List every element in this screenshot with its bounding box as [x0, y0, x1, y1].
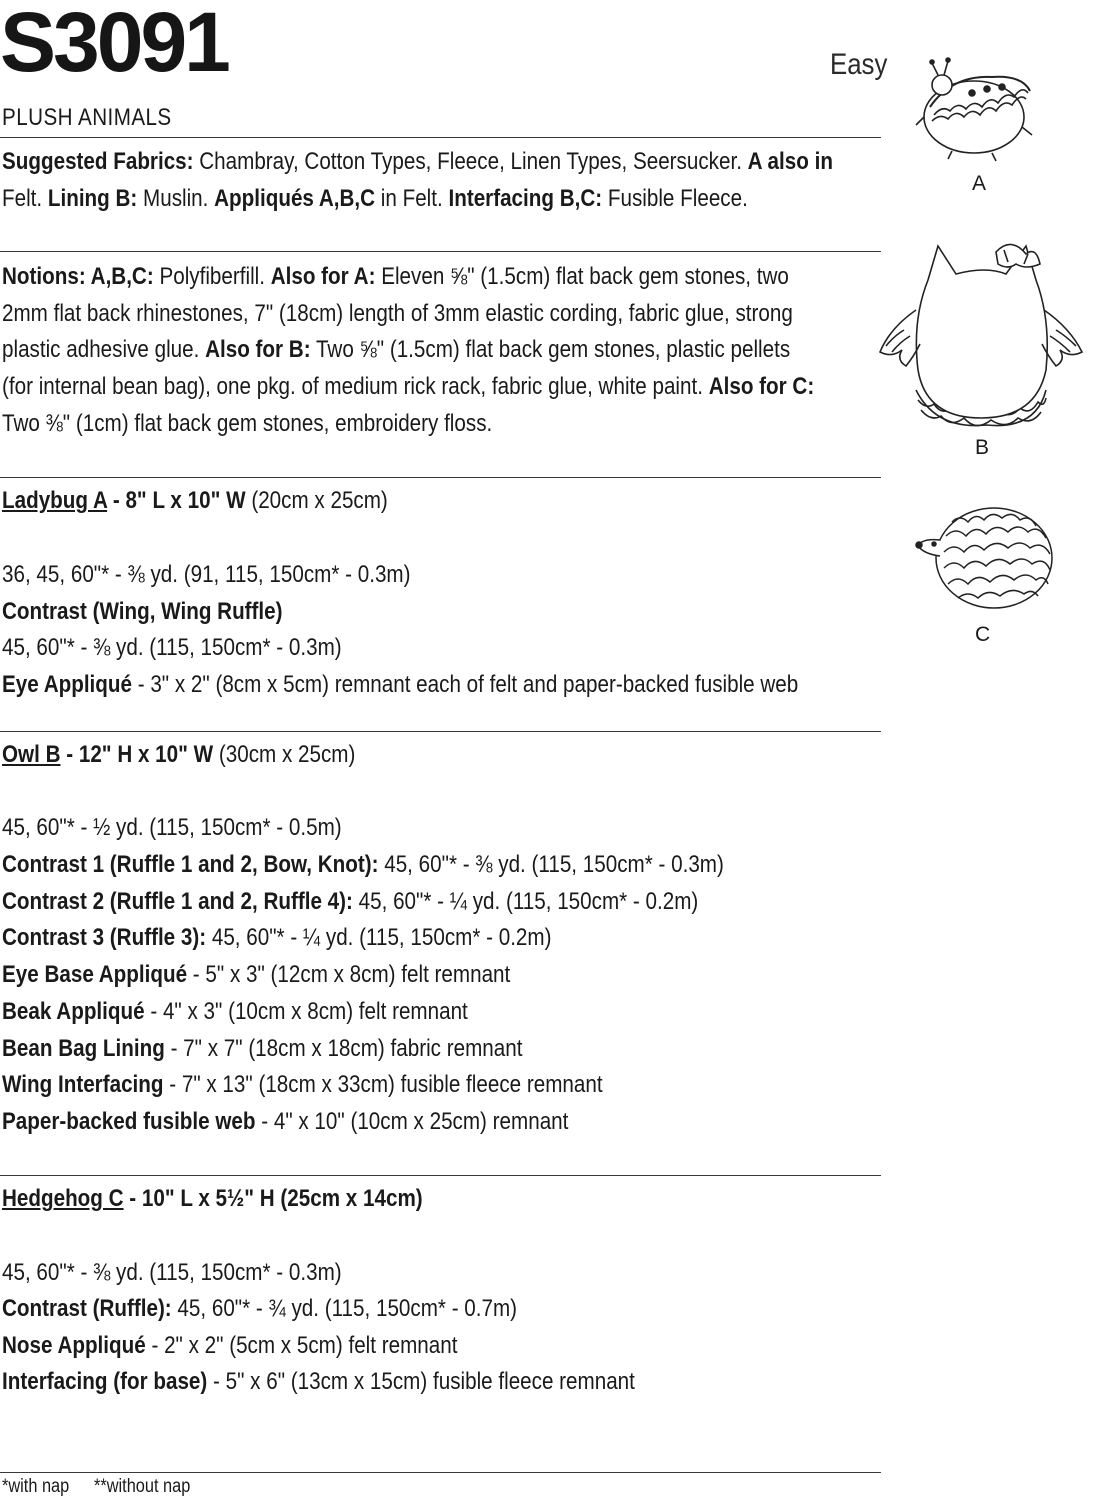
divider	[0, 251, 881, 252]
requirement-item	[2, 1030, 522, 1067]
requirement-value: - 7" x 13" (18cm x 33cm) fusible fleece remnant	[163, 1071, 603, 1099]
notions-text: Two ⅝" (1.5cm) flat back gem stones, plastic pellets	[310, 336, 791, 363]
hedgehog-fabric: 45, 60"* - ⅜ yd. (115, 150cm* - 0.3m)	[2, 1259, 342, 1286]
fabrics-label: Suggested Fabrics:	[2, 148, 194, 175]
divider	[0, 1175, 881, 1176]
ladybug-illustration	[912, 55, 1037, 165]
requirement-label: Contrast (Ruffle):	[2, 1295, 172, 1322]
owl-illustration	[876, 240, 1086, 440]
requirement-label: Paper-backed fusible web	[2, 1107, 256, 1135]
requirement-item	[2, 919, 551, 956]
requirement-value: 45, 60"* - ¾ yd. (115, 150cm* - 0.7m)	[171, 1295, 518, 1322]
ladybug-eye-applique	[2, 666, 798, 703]
fabrics-tail: A also in	[747, 148, 833, 175]
requirement-value: 45, 60"* - ¼ yd. (115, 150cm* - 0.2m)	[206, 924, 552, 952]
fabrics-text: Felt.	[2, 185, 48, 212]
requirement-item	[2, 883, 698, 920]
fabrics-line-2	[2, 180, 748, 217]
notions-line-2: 2mm flat back rhinestones, 7" (18cm) length of 3mm elastic cording, fabric glue, strong	[2, 300, 793, 327]
ladybug-dims-bold: - 8" L x 10" W	[107, 487, 246, 514]
also-for-c-label: Also for C:	[708, 373, 815, 400]
appliques-label: Appliqués A,B,C	[214, 185, 376, 212]
notions-line-5: Two ⅜" (1cm) flat back gem stones, embroidery floss.	[2, 410, 493, 437]
requirement-item	[2, 1327, 457, 1364]
figure-label-b: B	[975, 436, 990, 459]
footnote-without-nap: **without nap	[94, 1476, 191, 1497]
fabrics-text: in Felt.	[375, 185, 449, 212]
requirement-label: Bean Bag Lining	[2, 1034, 165, 1062]
hedgehog-illustration	[912, 500, 1062, 615]
requirement-value: - 5" x 6" (13cm x 15cm) fusible fleece remnant	[207, 1368, 635, 1396]
notions-line-4	[2, 368, 814, 405]
pattern-number: S3091	[0, 0, 228, 89]
owl-dims-bold: - 12" H x 10" W	[60, 741, 214, 768]
hedgehog-dims-bold: - 10" L x 5½" H (25cm x 14cm)	[123, 1185, 423, 1212]
fabrics-line-1	[2, 143, 833, 180]
requirement-value: - 5" x 3" (12cm x 8cm) felt remnant	[187, 961, 511, 989]
notions-text: Polyfiberfill.	[153, 263, 271, 290]
also-for-b-label: Also for B:	[205, 336, 311, 363]
ladybug-dims: (20cm x 25cm)	[245, 487, 388, 514]
notions-line-3	[2, 331, 790, 368]
requirement-item	[2, 1066, 603, 1103]
notions-line-1	[2, 258, 789, 295]
requirement-value: - 7" x 7" (18cm x 18cm) fabric remnant	[164, 1034, 523, 1062]
eye-applique-label: Eye Appliqué	[2, 671, 132, 698]
footnote-with-nap: *with nap	[2, 1476, 70, 1497]
notions-text: plastic adhesive glue.	[2, 336, 206, 363]
requirement-label: Contrast 1 (Ruffle 1 and 2, Bow, Knot):	[2, 851, 379, 878]
fabrics-text: Muslin.	[137, 185, 215, 212]
also-for-a-label: Also for A:	[270, 263, 376, 290]
requirement-value: - 2" x 2" (5cm x 5cm) felt remnant	[145, 1331, 458, 1359]
owl-name: Owl B	[2, 741, 61, 768]
divider	[0, 731, 881, 732]
pattern-title: PLUSH ANIMALS	[2, 104, 172, 131]
figure-label-a: A	[972, 172, 987, 195]
divider	[0, 477, 881, 478]
ladybug-heading	[2, 482, 388, 519]
interfacing-label: Interfacing B,C:	[448, 185, 603, 212]
requirement-item	[2, 1363, 635, 1400]
hedgehog-name: Hedgehog C	[2, 1185, 124, 1212]
hedgehog-heading	[2, 1180, 423, 1217]
owl-dims: (30cm x 25cm)	[213, 741, 356, 768]
notions-text: (for internal bean bag), one pkg. of medium rick rack, fabric glue, white paint.	[2, 373, 709, 400]
owl-fabric: 45, 60"* - ½ yd. (115, 150cm* - 0.5m)	[2, 814, 342, 841]
notions-label: Notions: A,B,C:	[2, 263, 154, 290]
ladybug-contrast-label: Contrast (Wing, Wing Ruffle)	[2, 598, 283, 625]
requirement-value: - 4" x 10" (10cm x 25cm) remnant	[255, 1107, 569, 1135]
requirement-label: Eye Base Appliqué	[2, 961, 188, 989]
figure-label-c: C	[975, 623, 991, 646]
requirement-value: 45, 60"* - ¼ yd. (115, 150cm* - 0.2m)	[352, 887, 699, 915]
divider	[0, 137, 881, 138]
difficulty-label: Easy	[830, 48, 888, 81]
eye-applique-value: - 3" x 2" (8cm x 5cm) remnant each of felt and paper-backed fusible web	[131, 671, 799, 698]
lining-label: Lining B:	[47, 185, 138, 212]
requirement-item	[2, 956, 510, 993]
requirement-value: - 4" x 3" (10cm x 8cm) felt remnant	[144, 997, 468, 1025]
requirement-value: 45, 60"* - ⅜ yd. (115, 150cm* - 0.3m)	[378, 851, 724, 878]
requirement-label: Interfacing (for base)	[2, 1368, 208, 1396]
requirement-item	[2, 1103, 568, 1140]
ladybug-fabric: 36, 45, 60"* - ⅜ yd. (91, 115, 150cm* - 0.3m)	[2, 561, 411, 588]
requirement-item	[2, 993, 468, 1030]
ladybug-contrast-value: 45, 60"* - ⅜ yd. (115, 150cm* - 0.3m)	[2, 634, 342, 661]
requirement-label: Contrast 3 (Ruffle 3):	[2, 924, 207, 952]
requirement-label: Wing Interfacing	[2, 1071, 164, 1099]
requirement-label: Beak Appliqué	[2, 997, 145, 1025]
ladybug-name: Ladybug A	[2, 487, 108, 514]
requirement-item	[2, 846, 724, 883]
notions-text: Eleven ⅝" (1.5cm) flat back gem stones, two	[375, 263, 789, 290]
fabrics-text: Fusible Fleece.	[602, 185, 748, 212]
requirement-label: Contrast 2 (Ruffle 1 and 2, Ruffle 4):	[2, 887, 353, 915]
requirement-item	[2, 1290, 517, 1327]
fabrics-text: Chambray, Cotton Types, Fleece, Linen Types, Seersucker.	[193, 148, 748, 175]
requirement-label: Nose Appliqué	[2, 1331, 146, 1359]
owl-heading	[2, 736, 355, 773]
divider	[0, 1472, 881, 1473]
